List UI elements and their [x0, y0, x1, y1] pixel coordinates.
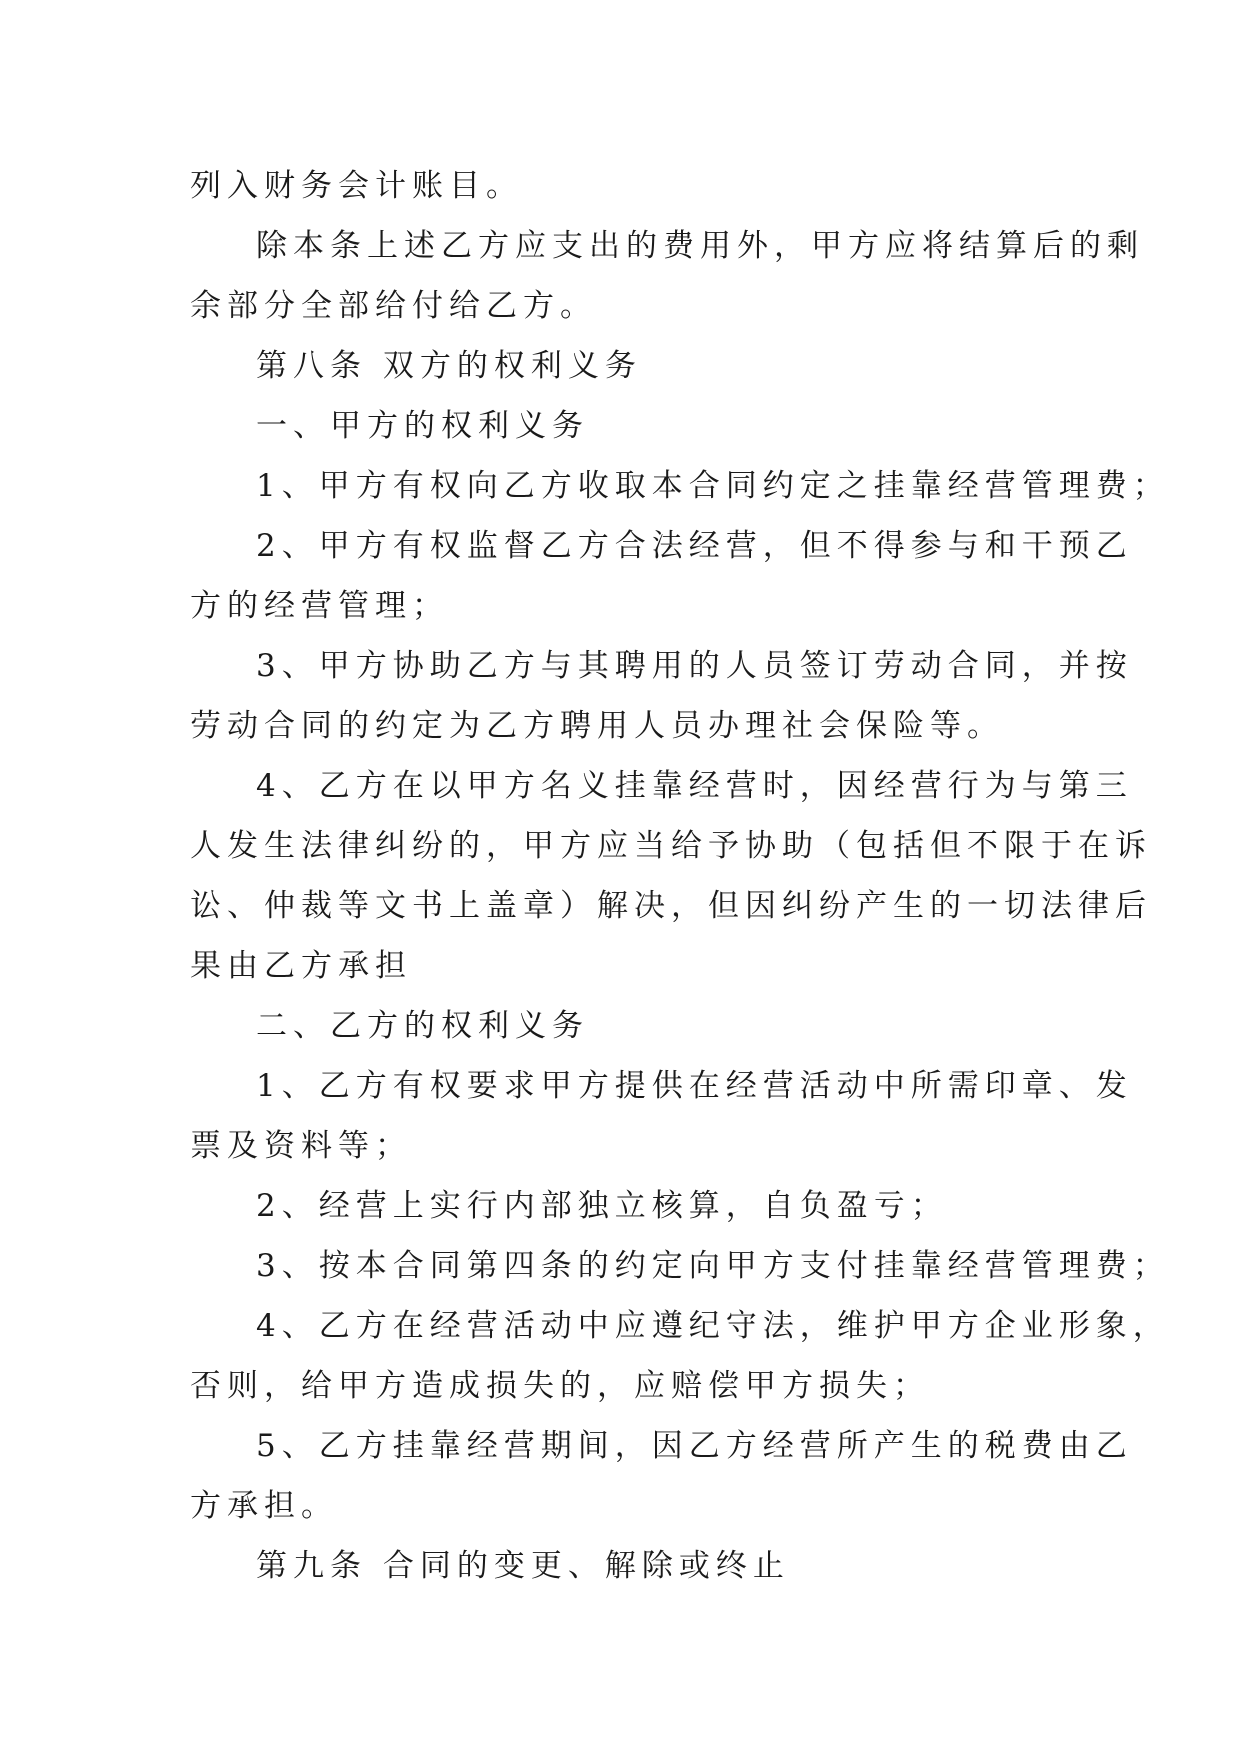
- text-line: 果由乙方承担: [190, 948, 412, 984]
- text-line: 余部分全部给付给乙方。: [190, 288, 597, 324]
- text-line: 5、乙方挂靠经营期间，因乙方经营所产生的税费由乙: [256, 1428, 1133, 1464]
- text-line: 3、按本合同第四条的约定向甲方支付挂靠经营管理费；: [256, 1248, 1170, 1284]
- section-heading: 第八条 双方的权利义务: [256, 348, 642, 384]
- text-line: 方承担。: [190, 1488, 338, 1524]
- text-line: 2、经营上实行内部独立核算，自负盈亏；: [256, 1188, 948, 1224]
- text-line: 列入财务会计账目。: [190, 168, 523, 204]
- text-line: 票及资料等；: [190, 1128, 412, 1164]
- text-line: 讼、仲裁等文书上盖章）解决，但因纠纷产生的一切法律后: [190, 888, 1152, 924]
- text-line: 除本条上述乙方应支出的费用外，甲方应将结算后的剩: [256, 228, 1144, 264]
- text-line: 劳动合同的约定为乙方聘用人员办理社会保险等。: [190, 708, 1004, 744]
- text-line: 1、乙方有权要求甲方提供在经营活动中所需印章、发: [256, 1068, 1133, 1104]
- text-line: 否则，给甲方造成损失的，应赔偿甲方损失；: [190, 1368, 930, 1404]
- text-line: 4、乙方在以甲方名义挂靠经营时，因经营行为与第三: [256, 768, 1133, 804]
- text-line: 4、乙方在经营活动中应遵纪守法，维护甲方企业形象，: [256, 1308, 1170, 1344]
- text-line: 1、甲方有权向乙方收取本合同约定之挂靠经营管理费；: [256, 468, 1170, 504]
- text-line: 人发生法律纠纷的，甲方应当给予协助（包括但不限于在诉: [190, 828, 1152, 864]
- subsection-heading: 二、乙方的权利义务: [256, 1008, 589, 1044]
- subsection-heading: 一、甲方的权利义务: [256, 408, 589, 444]
- text-line: 3、甲方协助乙方与其聘用的人员签订劳动合同，并按: [256, 648, 1133, 684]
- section-heading: 第九条 合同的变更、解除或终止: [256, 1548, 790, 1584]
- text-line: 方的经营管理；: [190, 588, 449, 624]
- text-line: 2、甲方有权监督乙方合法经营，但不得参与和干预乙: [256, 528, 1133, 564]
